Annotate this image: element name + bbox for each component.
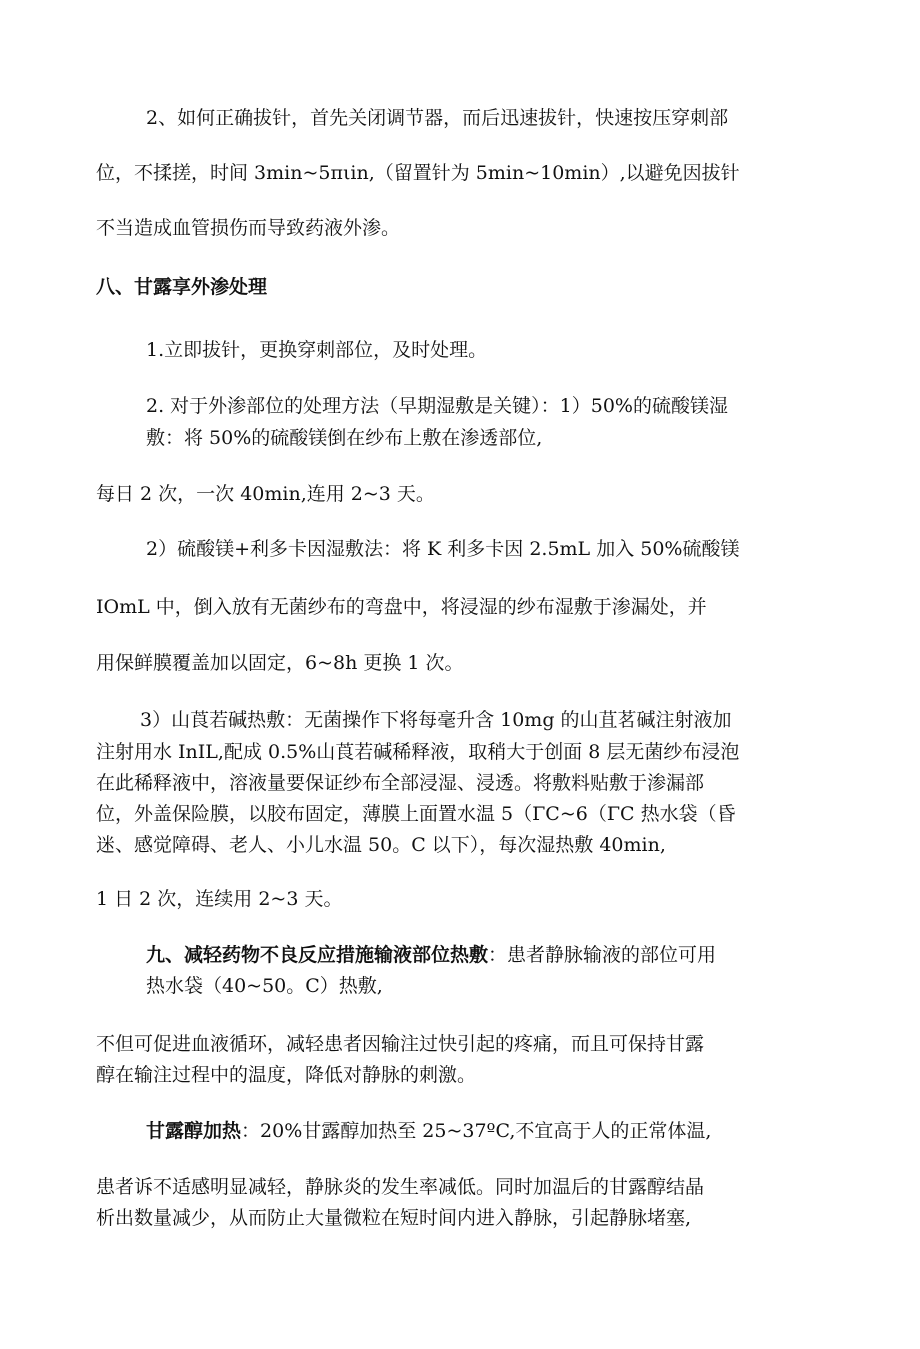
paragraph-line: 3）山莨若碱热敷：无菌操作下将每毫升含 10mg 的山苴茗碱注射液加 (140, 709, 732, 731)
paragraph-line: 1.立即拔针，更换穿刺部位，及时处理。 (146, 339, 488, 361)
paragraph-line: 每日 2 次，一次 40min,连用 2~3 天。 (96, 483, 435, 505)
paragraph-line: 不当造成血管损伤而导致药液外渗。 (96, 217, 401, 239)
paragraph-line: 在此稀释液中，溶液量要保证纱布全部浸湿、浸透。将敷料贴敷于渗漏部 (96, 772, 705, 794)
bold-lead: 九、减轻药物不良反应措施输液部位热敷 (146, 944, 489, 966)
paragraph-line: 析出数量减少，从而防止大量微粒在短时间内进入静脉，引起静脉堵塞, (96, 1207, 692, 1229)
paragraph-line: 患者诉不适感明显减轻，静脉炎的发生率减低。同时加温后的甘露醇结晶 (96, 1176, 705, 1198)
paragraph-line: 2）硫酸镁+利多卡因湿敷法：将 K 利多卡因 2.5mL 加入 50%硫酸镁 (146, 538, 740, 560)
paragraph-line: 位，外盖保险膜，以胶布固定，薄膜上面置水温 5（ΓC~6（ΓC 热水袋（昏 (96, 803, 736, 825)
paragraph-line (146, 1114, 844, 1148)
section-heading: 八、甘露享外渗处理 (96, 276, 268, 298)
paragraph-line: 醇在输注过程中的温度，降低对静脉的刺激。 (96, 1064, 477, 1086)
paragraph-line: IOmL 中，倒入放有无菌纱布的弯盘中，将浸湿的纱布湿敷于渗漏处，并 (96, 596, 707, 618)
paragraph-line: 2、如何正确拔针，首先关闭调节器，而后迅速拔针，快速按压穿刺部 (146, 107, 729, 129)
paragraph-line: 用保鲜膜覆盖加以固定，6~8h 更换 1 次。 (96, 652, 464, 674)
paragraph-line: 热水袋（40~50。C）热敷, (146, 975, 383, 997)
paragraph-line: 注射用水 InIL,配成 0.5%山莨若碱稀释液，取稍大于创面 8 层无菌纱布浸泡 (96, 741, 740, 763)
paragraph-line: 迷、感觉障碍、老人、小儿水温 50。C 以下），每次湿热敷 40min, (96, 834, 666, 856)
paragraph-line (146, 938, 844, 972)
paragraph-line: 2. 对于外渗部位的处理方法（早期湿敷是关键）：1）50%的硫酸镁湿 (146, 395, 728, 417)
paragraph-line: 敷：将 50%的硫酸镁倒在纱布上敷在渗透部位, (146, 427, 543, 449)
paragraph-line: 1 日 2 次，连续用 2~3 天。 (96, 888, 343, 910)
paragraph-line: 位，不揉搓，时间 3min~5πιin,（留置针为 5min~10min）,以避免因拔针 (96, 162, 740, 184)
paragraph-text: ：20%甘露醇加热至 25~37ºC,不宜高于人的正常体温, (241, 1120, 712, 1142)
paragraph-text: ：患者静脉输液的部位可用 (488, 944, 717, 966)
bold-lead: 甘露醇加热 (146, 1120, 242, 1142)
paragraph-line: 不但可促进血液循环，减轻患者因输注过快引起的疼痛，而且可保持甘露 (96, 1033, 705, 1055)
